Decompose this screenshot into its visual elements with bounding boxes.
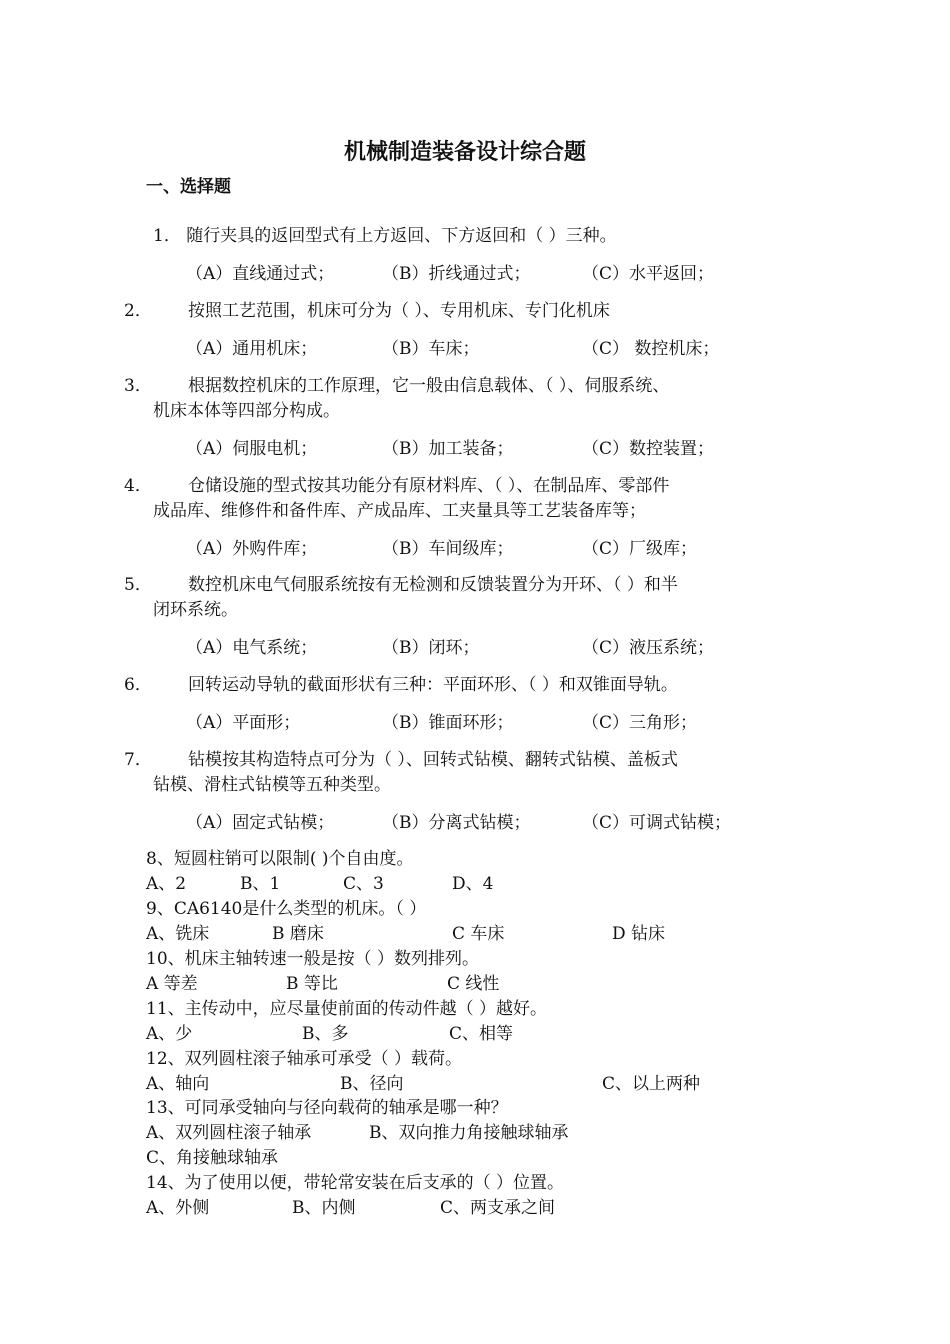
q14-option-b: B、内侧 [292, 1198, 356, 1218]
question-7-number: 7． [124, 750, 152, 770]
question-4-line-2: 成品库、维修件和备件库、产成品库、工夹量具等工艺装备库等； [153, 501, 646, 521]
q4-option-b: （B）车间级库； [382, 539, 514, 559]
question-8: 8、短圆柱销可以限制( )个自由度。 [146, 849, 414, 869]
q1-option-c: （C）水平返回； [582, 264, 715, 284]
question-7-line-1: 钻模按其构造特点可分为（ ）、回转式钻模、翻转式钻模、盖板式 [188, 750, 678, 770]
q2-option-a: （A）通用机床； [186, 339, 318, 359]
question-2: 按照工艺范围，机床可分为（ ）、专用机床、专门化机床 [188, 301, 610, 321]
q12-option-c: C、以上两种 [602, 1074, 701, 1094]
question-5-number: 5． [124, 575, 152, 595]
q1-option-b: （B）折线通过式； [382, 264, 531, 284]
q12-option-a: A、轴向 [146, 1074, 210, 1094]
q3-option-c: （C）数控装置； [582, 439, 715, 459]
q5-option-c: （C）液压系统； [582, 638, 715, 658]
question-5-line-2: 闭环系统。 [153, 600, 238, 620]
q13-option-c: C、角接触球轴承 [146, 1148, 279, 1168]
q9-option-b: B 磨床 [272, 924, 324, 944]
q12-option-b: B、径向 [340, 1074, 404, 1094]
q10-option-c: C 线性 [447, 974, 500, 994]
q14-option-a: A、外侧 [146, 1198, 210, 1218]
question-3-line-1: 根据数控机床的工作原理，它一般由信息载体、（ ）、伺服系统、 [188, 376, 670, 396]
q1-option-a: （A）直线通过式； [186, 264, 335, 284]
question-4-number: 4． [124, 476, 152, 496]
question-3-number: 3． [124, 376, 152, 396]
question-10: 10、机床主轴转速一般是按（ ）数列排列。 [146, 949, 480, 969]
question-6: 回转运动导轨的截面形状有三种：平面环形、（ ）和双锥面导轨。 [188, 675, 678, 695]
q6-option-a: （A）平面形； [186, 713, 301, 733]
q4-option-a: （A）外购件库； [186, 539, 318, 559]
q10-option-b: B 等比 [286, 974, 338, 994]
question-2-number: 2． [124, 301, 152, 321]
question-13: 13、可同承受轴向与径向载荷的轴承是哪一种？ [146, 1098, 508, 1118]
q11-option-a: A、少 [146, 1024, 193, 1044]
q14-option-c: C、两支承之间 [440, 1198, 556, 1218]
document-title: 机械制造装备设计综合题 [344, 139, 587, 165]
q9-option-a: A、铣床 [146, 924, 210, 944]
q13-option-b: B、双向推力角接触球轴承 [369, 1123, 569, 1143]
question-1: 1． 随行夹具的返回型式有上方返回、下方返回和（ ）三种。 [153, 226, 617, 246]
q7-option-b: （B）分离式钻模； [382, 813, 531, 833]
q3-option-b: （B）加工装备； [382, 439, 514, 459]
q6-option-b: （B）锥面环形； [382, 713, 514, 733]
question-4-line-1: 仓储设施的型式按其功能分有原材料库、（ ）、在制品库、零部件 [188, 476, 670, 496]
q3-option-a: （A）伺服电机； [186, 439, 318, 459]
q6-option-c: （C）三角形； [582, 713, 698, 733]
q5-option-b: （B）闭环； [382, 638, 480, 658]
q8-option-c: C、3 [343, 874, 384, 894]
q2-option-c: （C） 数控机床； [582, 339, 720, 359]
question-14: 14、为了使用以便，带轮常安装在后支承的（ ）位置。 [146, 1173, 565, 1193]
q10-option-a: A 等差 [146, 974, 198, 994]
q11-option-b: B、多 [302, 1024, 349, 1044]
section-heading: 一、选择题 [146, 177, 231, 197]
q13-option-a: A、双列圆柱滚子轴承 [146, 1123, 312, 1143]
q7-option-c: （C）可调式钻模； [582, 813, 732, 833]
q11-option-c: C、相等 [449, 1024, 514, 1044]
q9-option-d: D 钻床 [612, 924, 666, 944]
q8-option-a: A、2 [146, 874, 187, 894]
question-11: 11、主传动中，应尽量使前面的传动件越（ ）越好。 [146, 999, 548, 1019]
q8-option-d: D、4 [452, 874, 494, 894]
q5-option-a: （A）电气系统； [186, 638, 318, 658]
question-7-line-2: 钻模、滑柱式钻模等五种类型。 [153, 775, 391, 795]
q2-option-b: （B）车床； [382, 339, 480, 359]
question-12: 12、双列圆柱滚子轴承可承受（ ）载荷。 [146, 1049, 463, 1069]
q7-option-a: （A）固定式钻模； [186, 813, 335, 833]
q8-option-b: B、1 [240, 874, 281, 894]
question-6-number: 6． [124, 675, 152, 695]
q9-option-c: C 车床 [452, 924, 505, 944]
question-9: 9、CA6140是什么类型的机床。（ ） [146, 899, 427, 919]
q4-option-c: （C）厂级库； [582, 539, 698, 559]
question-3-line-2: 机床本体等四部分构成。 [153, 401, 340, 421]
question-5-line-1: 数控机床电气伺服系统按有无检测和反馈装置分为开环、（ ）和半 [188, 575, 678, 595]
